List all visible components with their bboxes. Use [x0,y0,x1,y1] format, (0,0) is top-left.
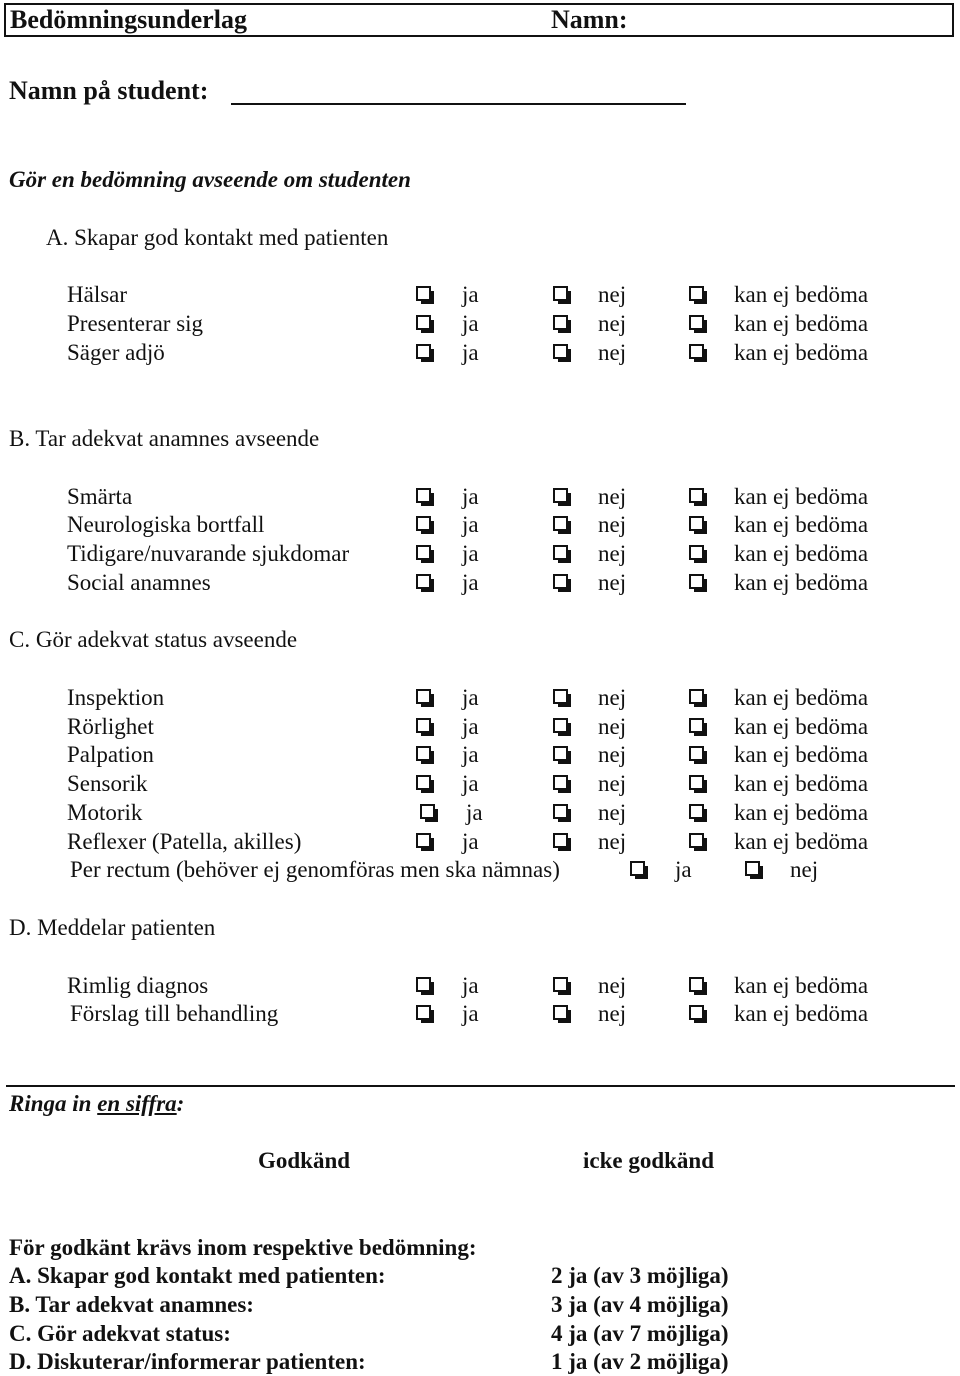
checkbox-yes[interactable] [416,574,431,589]
checkbox-yes[interactable] [416,833,431,848]
item-label: Förslag till behandling [70,1001,279,1026]
requirement-label: C. Gör adekvat status: [9,1321,231,1346]
item-label: Palpation [67,742,154,767]
checkbox-cannot[interactable] [689,718,704,733]
checkbox-yes[interactable] [416,545,431,560]
item-label: Motorik [67,800,143,825]
checkbox-cannot[interactable] [689,315,704,330]
option-yes-label: ja [462,714,479,739]
option-cannot-label: kan ej bedöma [734,714,869,739]
option-no-label: nej [598,512,627,537]
checkbox-yes[interactable] [416,516,431,531]
student-name-label: Namn på student: [9,76,209,105]
checkbox-yes[interactable] [416,344,431,359]
circle-instruction [9,1091,184,1117]
option-yes-label: ja [462,771,479,796]
item-label: Tidigare/nuvarande sjukdomar [67,541,350,566]
checkbox-no[interactable] [553,545,568,560]
option-yes-label: ja [462,541,479,566]
checkbox-yes[interactable] [416,775,431,790]
item-label: Rörlighet [67,714,154,739]
requirement-label: A. Skapar god kontakt med patienten: [9,1263,386,1288]
checkbox-no[interactable] [553,1005,568,1020]
option-cannot-label: kan ej bedöma [734,829,869,854]
option-cannot-label: kan ej bedöma [734,685,869,710]
checkbox-cannot[interactable] [689,574,704,589]
checkbox-no[interactable] [553,804,568,819]
option-cannot-label: kan ej bedöma [734,800,869,825]
grade-fail[interactable]: icke godkänd [583,1148,715,1173]
option-yes-label: ja [462,829,479,854]
checkbox-no[interactable] [553,689,568,704]
option-yes-label: ja [462,570,479,595]
checkbox-yes[interactable] [416,977,431,992]
checkbox-no[interactable] [553,286,568,301]
option-yes-label: ja [462,311,479,336]
circle-suffix: : [176,1091,185,1116]
requirements-title: För godkänt krävs inom respektive bedömning: [9,1235,477,1260]
checkbox-no[interactable] [553,516,568,531]
checkbox-no[interactable] [553,344,568,359]
checkbox-cannot[interactable] [689,977,704,992]
checkbox-cannot[interactable] [689,1005,704,1020]
checkbox-cannot[interactable] [689,804,704,819]
checkbox-yes[interactable] [416,488,431,503]
option-yes-label: ja [462,973,479,998]
option-cannot-label: kan ej bedöma [734,282,869,307]
option-no-label: nej [598,973,627,998]
checkbox-no[interactable] [553,574,568,589]
option-cannot-label: kan ej bedöma [734,1001,869,1026]
checkbox-yes[interactable] [630,861,645,876]
option-cannot-label: kan ej bedöma [734,311,869,336]
requirement-value: 1 ja (av 2 möjliga) [551,1349,729,1374]
checkbox-no[interactable] [553,315,568,330]
option-cannot-label: kan ej bedöma [734,771,869,796]
divider-line [6,1085,955,1087]
option-yes-label: ja [462,685,479,710]
student-name-field[interactable] [231,103,686,105]
checkbox-cannot[interactable] [689,689,704,704]
item-label: Neurologiska bortfall [67,512,265,537]
option-no-label: nej [598,570,627,595]
checkbox-cannot[interactable] [689,746,704,761]
checkbox-cannot[interactable] [689,516,704,531]
option-cannot-label: kan ej bedöma [734,973,869,998]
circle-underlined: en siffra [97,1091,177,1116]
option-no-label: nej [598,829,627,854]
section-a-title: A. Skapar god kontakt med patienten [46,225,389,250]
section-b-title: B. Tar adekvat anamnes avseende [9,426,320,451]
item-label: Social anamnes [67,570,211,595]
checkbox-cannot[interactable] [689,344,704,359]
intro-text: Gör en bedömning avseende om studenten [9,167,411,192]
section-c-title: C. Gör adekvat status avseende [9,627,298,652]
option-cannot-label: kan ej bedöma [734,570,869,595]
checkbox-no[interactable] [553,746,568,761]
option-no-label: nej [598,771,627,796]
checkbox-cannot[interactable] [689,775,704,790]
item-label: Reflexer (Patella, akilles) [67,829,302,854]
checkbox-no[interactable] [553,718,568,733]
option-no-label: nej [598,484,627,509]
circle-prefix: Ringa in [9,1091,98,1116]
option-no-label: nej [790,857,819,882]
checkbox-cannot[interactable] [689,545,704,560]
checkbox-no[interactable] [553,775,568,790]
option-no-label: nej [598,742,627,767]
option-no-label: nej [598,311,627,336]
name-label: Namn: [551,5,628,34]
section-d-title: D. Meddelar patienten [9,915,216,940]
option-yes-label: ja [462,512,479,537]
option-yes-label: ja [462,340,479,365]
option-yes-label: ja [462,282,479,307]
checkbox-cannot[interactable] [689,286,704,301]
option-cannot-label: kan ej bedöma [734,512,869,537]
checkbox-yes[interactable] [420,804,435,819]
option-no-label: nej [598,1001,627,1026]
option-yes-label: ja [466,800,483,825]
item-label: Säger adjö [67,340,165,365]
checkbox-no[interactable] [553,488,568,503]
item-label: Presenterar sig [67,311,204,336]
option-yes-label: ja [462,742,479,767]
checkbox-no[interactable] [745,861,760,876]
checkbox-yes[interactable] [416,286,431,301]
form-title: Bedömningsunderlag [10,5,247,34]
option-no-label: nej [598,685,627,710]
checkbox-cannot[interactable] [689,488,704,503]
checkbox-yes[interactable] [416,1005,431,1020]
item-label: Inspektion [67,685,165,710]
requirement-value: 2 ja (av 3 möjliga) [551,1263,729,1288]
item-label: Smärta [67,484,133,509]
checkbox-yes[interactable] [416,746,431,761]
checkbox-yes[interactable] [416,718,431,733]
option-no-label: nej [598,714,627,739]
checkbox-yes[interactable] [416,689,431,704]
option-cannot-label: kan ej bedöma [734,541,869,566]
option-yes-label: ja [462,1001,479,1026]
option-yes-label: ja [675,857,692,882]
item-label: Hälsar [67,282,128,307]
option-cannot-label: kan ej bedöma [734,742,869,767]
option-no-label: nej [598,282,627,307]
item-label: Rimlig diagnos [67,973,209,998]
option-no-label: nej [598,541,627,566]
option-cannot-label: kan ej bedöma [734,484,869,509]
option-no-label: nej [598,340,627,365]
option-cannot-label: kan ej bedöma [734,340,869,365]
checkbox-no[interactable] [553,833,568,848]
requirement-value: 3 ja (av 4 möjliga) [551,1292,729,1317]
requirement-label: D. Diskuterar/informerar patienten: [9,1349,366,1374]
item-label: Per rectum (behöver ej genomföras men ska nämnas) [70,857,560,882]
option-no-label: nej [598,800,627,825]
item-label: Sensorik [67,771,148,796]
checkbox-no[interactable] [553,977,568,992]
checkbox-yes[interactable] [416,315,431,330]
requirement-value: 4 ja (av 7 möjliga) [551,1321,729,1346]
checkbox-cannot[interactable] [689,833,704,848]
requirement-label: B. Tar adekvat anamnes: [9,1292,254,1317]
option-yes-label: ja [462,484,479,509]
grade-pass[interactable]: Godkänd [258,1148,351,1173]
